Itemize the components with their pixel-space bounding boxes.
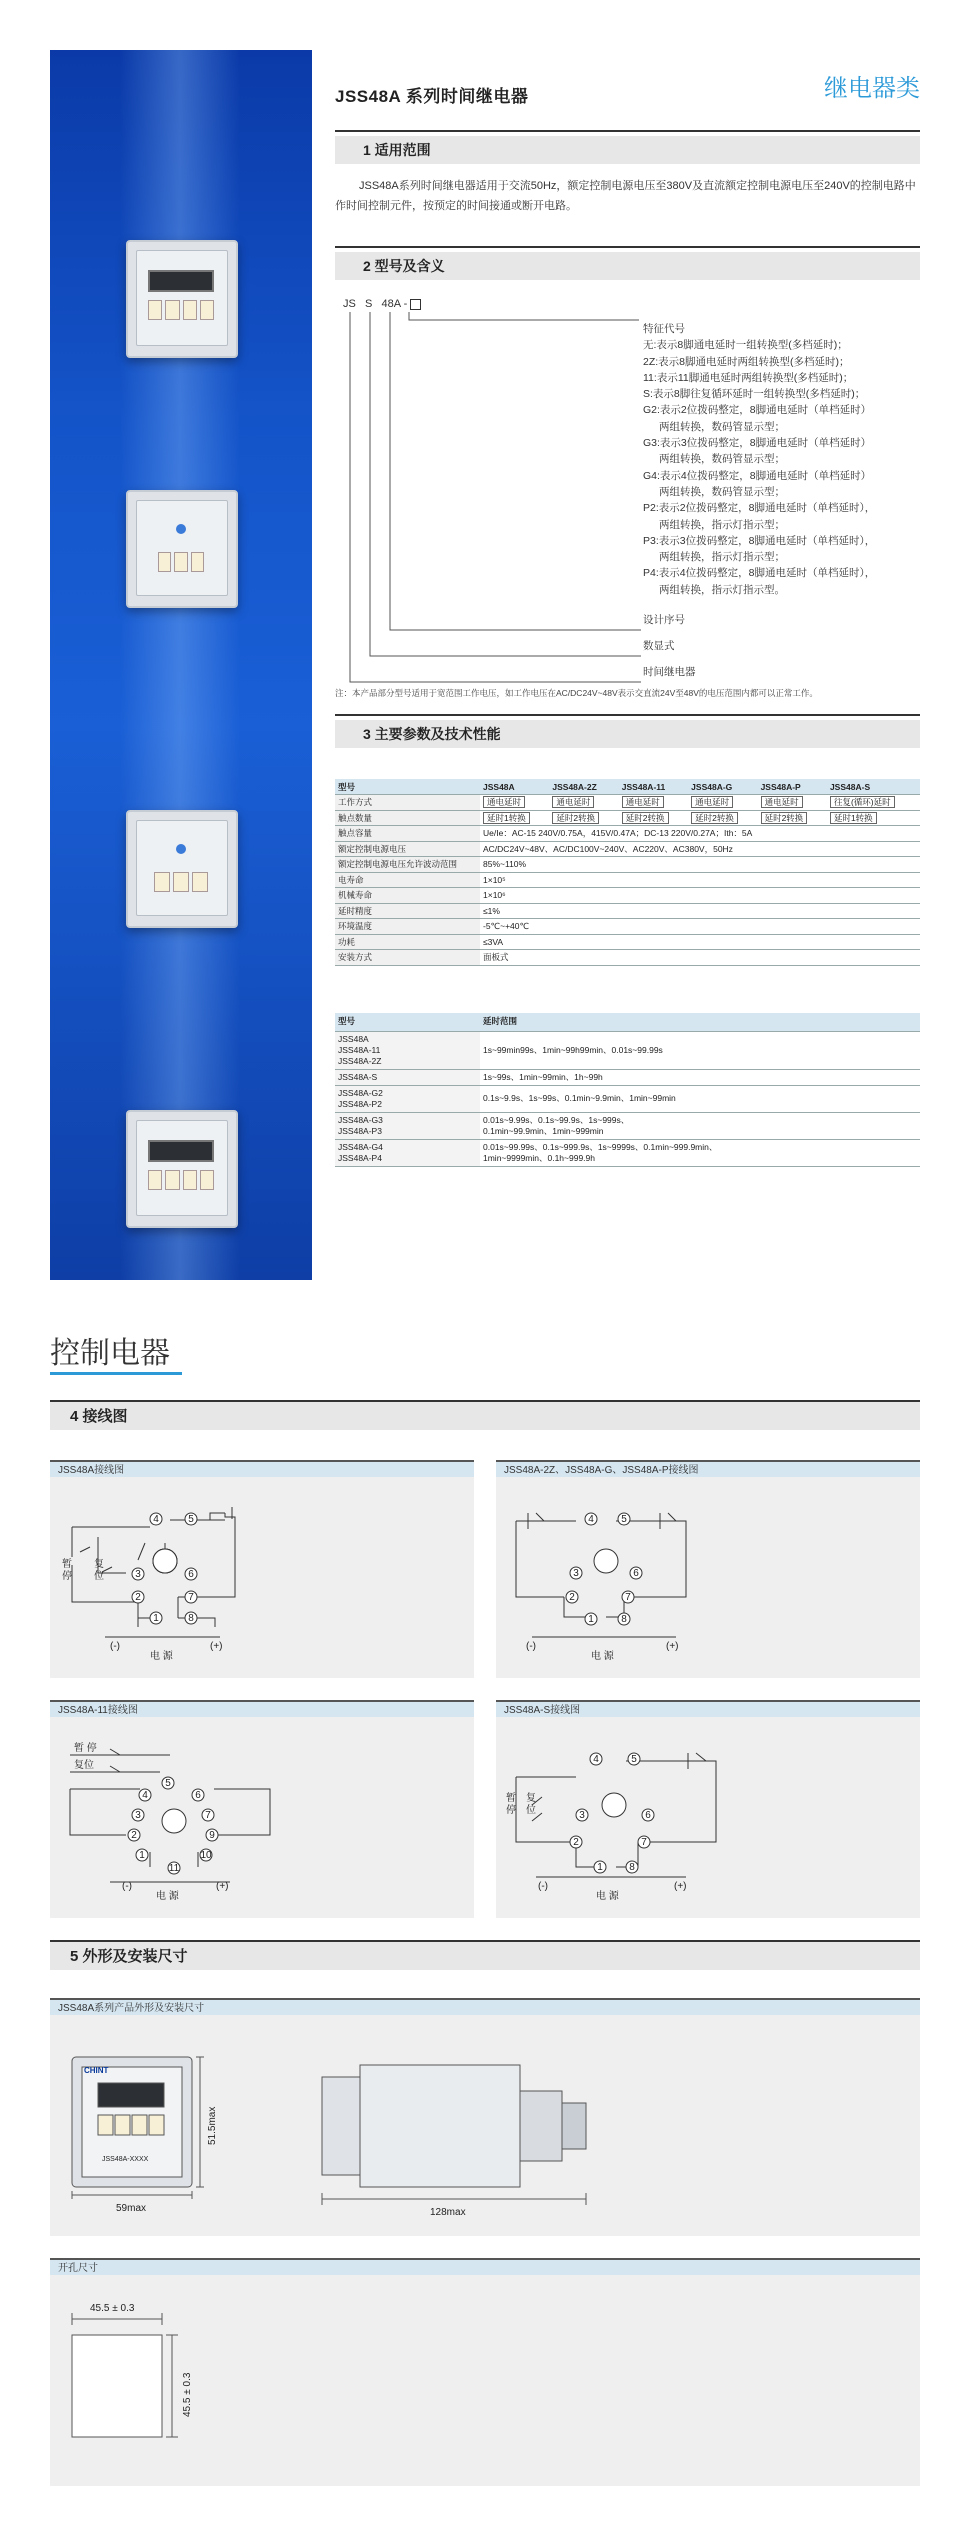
spec-cell: 延时2转换 — [761, 812, 808, 824]
spec-row-label: 触点数量 — [335, 810, 480, 826]
wiring-diagram-s — [496, 1717, 920, 1918]
panel-title: 开孔尺寸 — [50, 2258, 920, 2275]
spec-row — [335, 919, 920, 935]
spec-cell: 延时2转换 — [552, 812, 599, 824]
spec-row-value: ≤1% — [480, 903, 920, 919]
legend-design-no: 设计序号 — [643, 614, 685, 626]
svg-text:2: 2 — [569, 1592, 575, 1603]
range-model: JSS48A-P4 — [338, 1152, 382, 1163]
spec-row-value: 1×10⁵ — [480, 872, 920, 888]
model-code-lines — [343, 312, 643, 692]
code-part-dash: - — [403, 298, 408, 310]
cutout-drawing — [50, 2275, 920, 2486]
outline-panel — [50, 1998, 920, 2236]
spec-row-label: 额定控制电源电压 — [335, 841, 480, 857]
spec-cell: 延时2转换 — [622, 812, 669, 824]
divider — [335, 714, 920, 716]
svg-text:8: 8 — [621, 1614, 627, 1625]
product-sidebar — [50, 50, 312, 1280]
model-code — [343, 298, 421, 310]
brand-label: CHINT — [84, 2066, 109, 2075]
spec-row — [335, 903, 920, 919]
code-box — [410, 299, 421, 310]
range-header-range: 延时范围 — [480, 1013, 920, 1031]
spec-row — [335, 950, 920, 966]
svg-text:3: 3 — [579, 1810, 585, 1821]
spec-header-row — [335, 779, 920, 795]
svg-text:电 源: 电 源 — [596, 1891, 619, 1902]
spec-row — [335, 826, 920, 842]
cutout-width-dim: 45.5 ± 0.3 — [90, 2303, 135, 2314]
legend-item: P2:表示2位拨码整定，8脚通电延时（单档延时）， — [643, 502, 876, 515]
product-image-digital-2 — [126, 1110, 238, 1228]
spec-cell: 通电延时 — [622, 796, 664, 808]
wiring-diagram-jss48a — [50, 1477, 474, 1678]
svg-text:(+): (+) — [674, 1881, 687, 1892]
svg-text:电 源: 电 源 — [156, 1891, 179, 1902]
spec-table — [335, 779, 920, 966]
svg-text:3: 3 — [573, 1568, 579, 1579]
range-value: 0.01s~9.99s、0.1s~99.9s、1s~999s、 — [483, 1114, 630, 1125]
spec-row-label: 电寿命 — [335, 872, 480, 888]
spec-cell: 延时1转换 — [483, 812, 530, 824]
product-dip-switches — [148, 300, 214, 320]
svg-text:电 源: 电 源 — [591, 1651, 614, 1662]
range-row — [335, 1112, 920, 1139]
product-image-dial — [126, 490, 238, 608]
code-part-js: JS — [343, 298, 356, 310]
svg-text:1: 1 — [588, 1614, 594, 1625]
range-value: 1s~99s、1min~99min、1h~99h — [483, 1071, 603, 1082]
legend-item: 2Z:表示8脚通电延时两组转换型(多档延时)； — [643, 355, 850, 368]
range-row — [335, 1139, 920, 1166]
section-heading-wiring: 4 接线图 — [50, 1400, 920, 1430]
svg-text:7: 7 — [641, 1837, 647, 1848]
svg-text:7: 7 — [205, 1810, 211, 1821]
spec-cell: 往复(循环)延时 — [830, 796, 895, 808]
minus-label: (-) — [110, 1641, 120, 1652]
svg-text:2: 2 — [131, 1830, 137, 1841]
spec-row — [335, 888, 920, 904]
spec-col-header: JSS48A-S — [827, 779, 920, 795]
spec-cell: 延时1转换 — [830, 812, 877, 824]
range-header-model: 型号 — [335, 1013, 480, 1031]
section-heading-scope: 1 适用范围 — [335, 136, 920, 164]
pause-label: 暂 — [62, 1559, 72, 1570]
range-value: 0.1s~9.9s、1s~99s、0.1min~9.9min、1min~99min — [483, 1093, 676, 1103]
spec-row-value: 面板式 — [480, 950, 920, 966]
control-title: 控制电器 — [50, 1337, 170, 1370]
delay-range-table — [335, 1013, 920, 1167]
svg-text:4: 4 — [153, 1514, 159, 1525]
wiring-panel-s — [496, 1700, 920, 1918]
product-dip-switches — [148, 1170, 214, 1190]
svg-text:6: 6 — [633, 1568, 639, 1579]
range-model: JSS48A-11 — [338, 1044, 381, 1055]
spec-col-header: JSS48A-2Z — [549, 779, 618, 795]
svg-text:10: 10 — [200, 1850, 212, 1861]
wiring-panel-jss48a — [50, 1460, 474, 1678]
range-model: JSS48A-2Z — [338, 1055, 382, 1066]
spec-row — [335, 810, 920, 826]
range-model: JSS48A-P3 — [338, 1125, 382, 1136]
section-heading-dimensions: 5 外形及安装尺寸 — [50, 1940, 920, 1970]
legend-item: G3:表示3位拨码整定，8脚通电延时（单档延时） — [643, 437, 872, 450]
plus-label: (+) — [210, 1641, 223, 1652]
svg-text:4: 4 — [142, 1790, 148, 1801]
spec-row-label: 环境温度 — [335, 919, 480, 935]
range-model: JSS48A-G2 — [338, 1087, 383, 1098]
depth-dim: 128max — [430, 2207, 466, 2218]
svg-text:8: 8 — [188, 1613, 194, 1624]
cutout-panel — [50, 2258, 920, 2486]
svg-text:(+): (+) — [216, 1881, 229, 1892]
svg-text:8: 8 — [629, 1862, 635, 1873]
svg-text:5: 5 — [621, 1514, 627, 1525]
legend-item: 11:表示11脚通电延时两组转换型(多档延时)； — [643, 371, 854, 384]
legend-display-type: 数显式 — [643, 640, 675, 652]
spec-row-label: 额定控制电源电压允许波动范围 — [335, 857, 480, 873]
legend-relay: 时间继电器 — [643, 666, 696, 678]
legend-item: 两组转换，数码管显示型； — [659, 420, 785, 433]
wiring-diagram-11 — [50, 1717, 474, 1918]
spec-cell: 通电延时 — [552, 796, 594, 808]
spec-row-value: -5℃~+40℃ — [480, 919, 920, 935]
panel-title: JSS48A-11接线图 — [50, 1700, 474, 1717]
product-display — [148, 270, 214, 292]
code-part-s: S — [365, 298, 373, 310]
svg-text:位: 位 — [526, 1805, 536, 1816]
svg-text:(-): (-) — [122, 1881, 132, 1892]
legend-item: 两组转换，数码管显示型； — [659, 453, 785, 466]
svg-text:9: 9 — [209, 1830, 215, 1841]
svg-text:4: 4 — [588, 1514, 594, 1525]
product-image-digital — [126, 240, 238, 358]
legend-item: G2:表示2位拨码整定，8脚通电延时（单档延时） — [643, 404, 872, 417]
section-heading-model: 2 型号及含义 — [335, 252, 920, 280]
svg-text:5: 5 — [188, 1514, 194, 1525]
divider — [335, 246, 920, 248]
legend-item: 两组转换，指示灯指示型； — [659, 518, 785, 531]
sidebar-glow — [120, 50, 240, 1280]
spec-cell: 通电延时 — [761, 796, 803, 808]
legend-item: P4:表示4位拨码整定，8脚通电延时（单档延时）， — [643, 567, 876, 580]
range-model: JSS48A-S — [338, 1071, 378, 1082]
spec-row-value: 85%~110% — [480, 857, 920, 873]
spec-row — [335, 841, 920, 857]
outline-drawing — [50, 2015, 920, 2236]
legend-item: P3:表示3位拨码整定，8脚通电延时（单档延时）， — [643, 534, 876, 547]
model-label: JSS48A-XXXX — [102, 2156, 149, 2163]
spec-cell: 通电延时 — [691, 796, 733, 808]
svg-text:11: 11 — [168, 1863, 180, 1874]
svg-text:(-): (-) — [526, 1641, 536, 1652]
spec-row — [335, 872, 920, 888]
range-value: 1s~99min99s、1min~99h99min、0.01s~99.99s — [483, 1044, 663, 1055]
product-indicator — [176, 844, 186, 854]
range-value: 1min~9999min、0.1h~999.9h — [483, 1152, 595, 1163]
range-row — [335, 1031, 920, 1069]
spec-row-label: 工作方式 — [335, 795, 480, 811]
svg-text:(+): (+) — [666, 1641, 679, 1652]
spec-row — [335, 795, 920, 811]
product-dip-switches — [158, 552, 204, 572]
range-model: JSS48A — [338, 1033, 369, 1044]
svg-text:位: 位 — [94, 1571, 104, 1582]
page-title: JSS48A 系列时间继电器 — [335, 87, 529, 106]
svg-text:3: 3 — [135, 1569, 141, 1580]
model-note: 注：本产品部分型号适用于宽范围工作电压，如工作电压在AC/DC24V~48V表示交直流24V至48V的电压范围内都可以正常工作。 — [335, 688, 818, 698]
svg-text:5: 5 — [165, 1778, 171, 1789]
svg-text:6: 6 — [195, 1790, 201, 1801]
panel-title: JSS48A系列产品外形及安装尺寸 — [50, 1998, 920, 2015]
cutout-height-dim: 45.5 ± 0.3 — [182, 2372, 193, 2417]
panel-title: JSS48A-2Z、JSS48A-G、JSS48A-P接线图 — [496, 1460, 920, 1477]
spec-cell: 延时2转换 — [691, 812, 738, 824]
spec-cell: 通电延时 — [483, 796, 525, 808]
divider — [335, 130, 920, 132]
spec-col-header: 型号 — [335, 779, 480, 795]
product-indicator — [176, 524, 186, 534]
wiring-panel-11 — [50, 1700, 474, 1918]
svg-text:停: 停 — [506, 1805, 516, 1816]
svg-text:3: 3 — [135, 1810, 141, 1821]
svg-text:(-): (-) — [538, 1881, 548, 1892]
power-label: 电 源 — [150, 1651, 173, 1662]
spec-row-label: 机械寿命 — [335, 888, 480, 904]
legend-item: 两组转换，指示灯指示型； — [659, 551, 785, 564]
spec-row-label: 触点容量 — [335, 826, 480, 842]
wiring-diagram-2z — [496, 1477, 920, 1678]
legend-item: 两组转换，指示灯指示型。 — [659, 583, 785, 596]
svg-text:6: 6 — [188, 1569, 194, 1580]
range-value: 0.01s~99.99s、0.1s~999.9s、1s~9999s、0.1min~999.9min、 — [483, 1141, 718, 1152]
svg-text:5: 5 — [631, 1754, 637, 1765]
range-row — [335, 1085, 920, 1112]
panel-title: JSS48A接线图 — [50, 1460, 474, 1477]
svg-text:1: 1 — [597, 1862, 603, 1873]
svg-text:暂 停: 暂 停 — [74, 1743, 97, 1754]
svg-text:7: 7 — [188, 1592, 194, 1603]
spec-col-header: JSS48A — [480, 779, 549, 795]
section-heading-params: 3 主要参数及技术性能 — [335, 720, 920, 748]
legend-item: 特征代号 — [643, 323, 685, 335]
spec-row-label: 功耗 — [335, 934, 480, 950]
svg-text:4: 4 — [593, 1754, 599, 1765]
scope-paragraph: JSS48A系列时间继电器适用于交流50Hz，额定控制电源电压至380V及直流额定控制电源电压至240V的控制电路中作时间控制元件，按预定的时间接通或断开电路。 — [335, 180, 916, 212]
svg-text:停: 停 — [62, 1571, 72, 1582]
spec-col-header: JSS48A-G — [688, 779, 757, 795]
height-dim: 51.5max — [207, 2106, 218, 2145]
range-model: JSS48A-P2 — [338, 1098, 382, 1109]
svg-text:6: 6 — [645, 1810, 651, 1821]
svg-text:1: 1 — [153, 1613, 159, 1624]
range-model: JSS48A-G4 — [338, 1141, 383, 1152]
spec-col-header: JSS48A-P — [758, 779, 827, 795]
category-title: 继电器类 — [824, 75, 920, 102]
legend-item: 无:表示8脚通电延时一组转换型(多档延时)； — [643, 339, 848, 352]
title-underline — [50, 1372, 182, 1375]
svg-text:2: 2 — [135, 1592, 141, 1603]
spec-row-value: ≤3VA — [480, 934, 920, 950]
spec-row-value: 1×10⁶ — [480, 888, 920, 904]
spec-row — [335, 857, 920, 873]
svg-text:复位: 复位 — [74, 1760, 94, 1771]
spec-row — [335, 934, 920, 950]
svg-text:7: 7 — [625, 1592, 631, 1603]
legend-item: 两组转换，数码管显示型； — [659, 485, 785, 498]
spec-row-value: AC/DC24V~48V、AC/DC100V~240V、AC220V、AC380V，50Hz — [480, 841, 920, 857]
spec-col-header: JSS48A-11 — [619, 779, 688, 795]
legend-item: S:表示8脚往复循环延时一组转换型(多档延时)； — [643, 388, 866, 401]
wiring-panel-2z — [496, 1460, 920, 1678]
range-model: JSS48A-G3 — [338, 1114, 383, 1125]
product-display — [148, 1140, 214, 1162]
width-dim: 59max — [116, 2203, 147, 2214]
range-row — [335, 1069, 920, 1085]
reset-label: 复 — [94, 1559, 104, 1570]
code-part-48a: 48A — [381, 298, 401, 310]
product-image-dial-2 — [126, 810, 238, 928]
feature-code-legend — [643, 321, 928, 598]
spec-row-label: 延时精度 — [335, 903, 480, 919]
svg-text:2: 2 — [573, 1837, 579, 1848]
panel-title: JSS48A-S接线图 — [496, 1700, 920, 1717]
svg-text:暂: 暂 — [506, 1793, 516, 1804]
product-dip-switches — [154, 872, 208, 892]
range-value: 0.1min~99.9min、1min~999min — [483, 1125, 604, 1136]
legend-item: G4:表示4位拨码整定，8脚通电延时（单档延时） — [643, 469, 872, 482]
svg-text:1: 1 — [139, 1850, 145, 1861]
spec-row-value: Ue/Ie：AC-15 240V/0.75A，415V/0.47A；DC-13 220V/0.27A；Ith：5A — [480, 826, 920, 842]
spec-row-label: 安装方式 — [335, 950, 480, 966]
svg-text:复: 复 — [526, 1793, 536, 1804]
